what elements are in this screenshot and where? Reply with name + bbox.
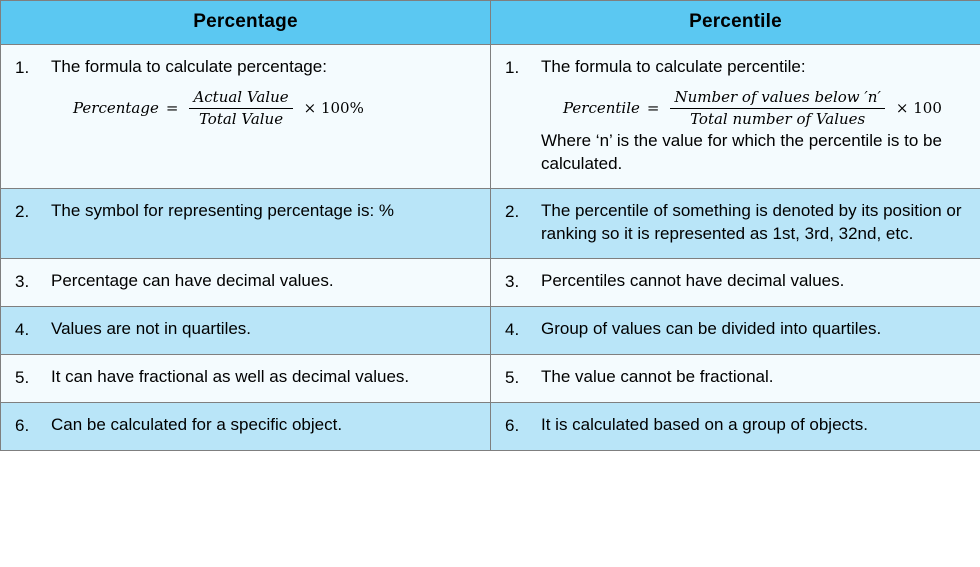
row-number: 1. [15, 58, 30, 77]
row-number: 6. [505, 416, 520, 435]
cell-percentile-4 [491, 307, 980, 355]
cell-percentage-6 [1, 403, 491, 451]
row-number: 5. [505, 368, 520, 388]
table-row [1, 355, 980, 403]
row-number: 6. [15, 416, 30, 435]
cell-percentile-2 [491, 189, 980, 259]
formula-fraction [189, 88, 292, 129]
cell-percentage-2 [1, 189, 491, 259]
row-number: 3. [505, 272, 520, 292]
row-number: 4. [15, 320, 30, 340]
row-number: 4. [505, 320, 520, 340]
cell-text: The percentile of something is denoted by its position or ranking so it is represented as 1st, 3rd, 32nd, etc. [541, 201, 962, 244]
table-header-row [1, 1, 980, 45]
column-header-percentage: Percentage [1, 1, 491, 45]
percentage-formula [51, 88, 478, 129]
cell-text: The formula to calculate percentage: [51, 57, 327, 76]
table-row [1, 307, 980, 355]
formula-lhs: Percentile [563, 99, 640, 118]
formula-lhs: Percentage [73, 99, 159, 118]
cell-percentage-1 [1, 45, 491, 189]
cell-percentile-1 [491, 45, 980, 189]
cell-text: Percentiles cannot have decimal values. [541, 271, 845, 291]
formula-fraction [670, 88, 884, 129]
cell-text: Percentage can have decimal values. [51, 271, 334, 291]
row-number: 5. [15, 368, 30, 388]
cell-percentile-6 [491, 403, 980, 451]
cell-text: Can be calculated for a specific object. [51, 415, 343, 434]
table-row [1, 403, 980, 451]
table-row [1, 259, 980, 307]
cell-text: It is calculated based on a group of objects. [541, 415, 868, 434]
formula-tail [896, 98, 942, 118]
formula-tail [304, 98, 364, 118]
cell-text: The symbol for representing percentage is: % [51, 201, 395, 221]
percentile-formula [541, 88, 968, 129]
table-row [1, 189, 980, 259]
column-header-percentile: Percentile [491, 1, 980, 45]
row-number: 1. [505, 58, 520, 77]
formula-tail-value: 100% [320, 99, 364, 118]
formula-denominator: Total number of Values [690, 109, 866, 128]
cell-note: Where ‘n’ is the value for which the percentile is to be calculated. [541, 131, 942, 174]
table-row [1, 45, 980, 189]
cell-percentage-5 [1, 355, 491, 403]
formula-equals: = [165, 99, 179, 118]
cell-percentage-3 [1, 259, 491, 307]
cell-text: The formula to calculate percentile: [541, 57, 806, 76]
row-number: 2. [15, 202, 30, 222]
cell-text: Group of values can be divided into quartiles. [541, 319, 882, 339]
cell-text: Values are not in quartiles. [51, 319, 252, 339]
row-number: 2. [505, 202, 520, 222]
formula-numerator: Actual Value [189, 88, 292, 109]
cell-percentile-3 [491, 259, 980, 307]
formula-numerator: Number of values below ′n′ [670, 88, 884, 109]
formula-multiply-sign: × [895, 99, 909, 118]
row-number: 3. [15, 272, 30, 292]
formula-equals: = [646, 99, 660, 118]
cell-text: It can have fractional as well as decimal values. [51, 367, 410, 387]
cell-text: The value cannot be fractional. [541, 367, 774, 387]
cell-percentage-4 [1, 307, 491, 355]
formula-tail-value: 100 [913, 99, 942, 118]
cell-percentile-5 [491, 355, 980, 403]
formula-denominator: Total Value [198, 109, 284, 128]
formula-multiply-sign: × [303, 99, 317, 118]
